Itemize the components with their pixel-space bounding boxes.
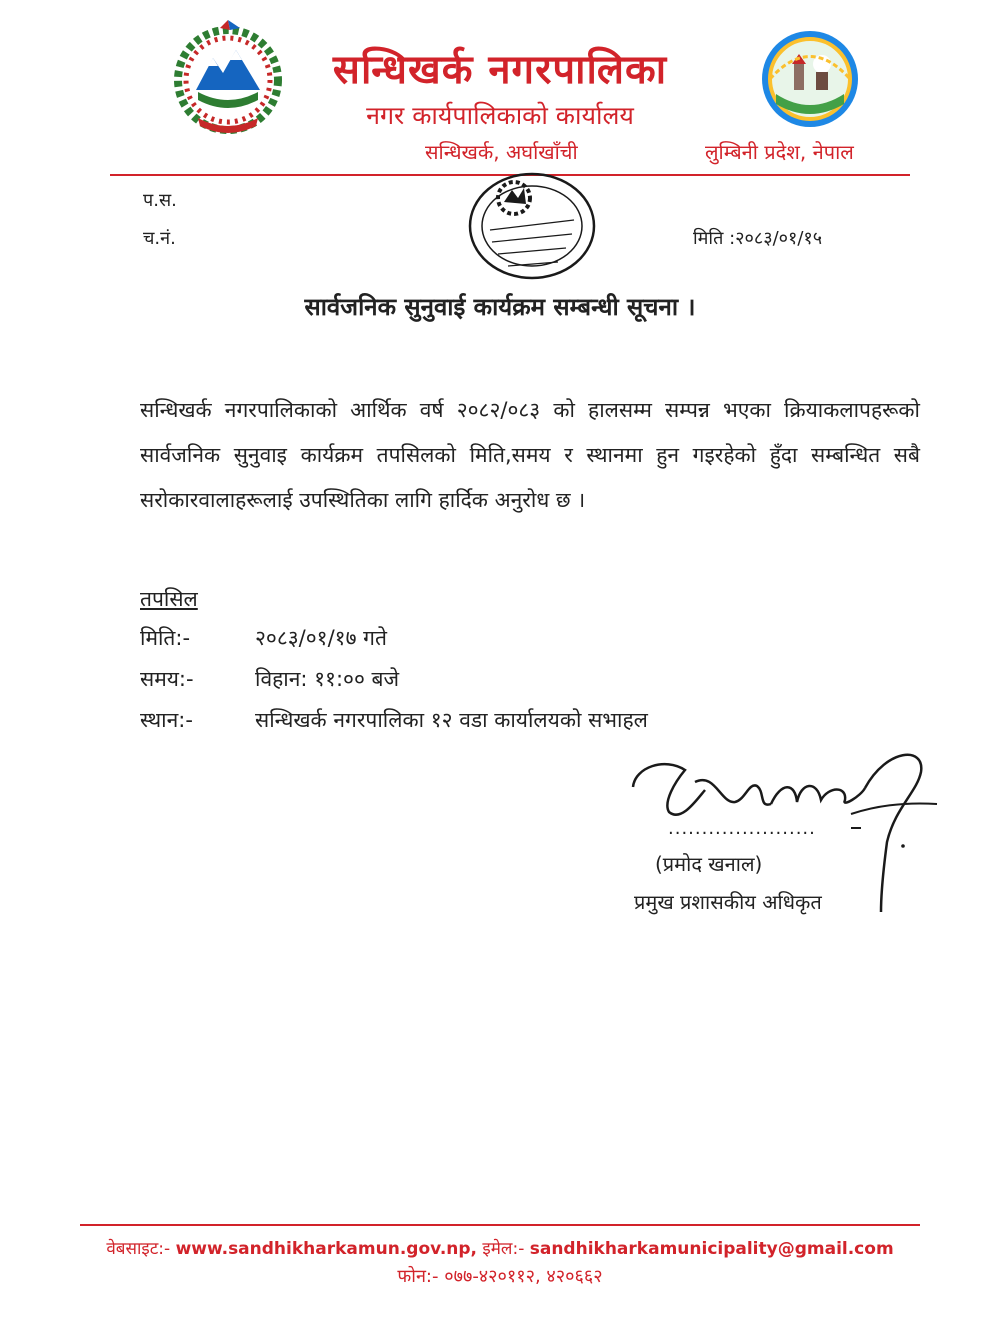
website-label: वेबसाइट:- <box>106 1239 171 1259</box>
phone-label: फोन:- <box>397 1266 439 1287</box>
address-district: सन्धिखर्क, अर्घाखाँची <box>425 140 578 164</box>
footer-phone-line <box>0 1264 1000 1288</box>
email-link[interactable]: sandhikharkamunicipality@gmail.com <box>529 1239 894 1259</box>
signatory-name: (प्रमोद खनाल) <box>655 852 763 876</box>
venue-value: सन्धिखर्क नगरपालिका १२ वडा कार्यालयको सभाहल <box>255 708 648 732</box>
website-link[interactable]: www.sandhikharkamun.gov.np, <box>175 1239 478 1259</box>
email-label: इमेल:- <box>482 1239 525 1259</box>
letter-date: मिति :२०८३/०१/१५ <box>693 228 823 249</box>
address-province: लुम्बिनी प्रदेश, नेपाल <box>705 140 854 164</box>
chalani-number-label: च.नं. <box>143 228 176 249</box>
footer-contact-line <box>0 1236 1000 1259</box>
venue-label: स्थान:- <box>140 708 193 732</box>
date-label: मिति:- <box>140 626 191 650</box>
municipality-title: सन्धिखर्क नगरपालिका <box>332 47 668 93</box>
office-stamp-icon <box>462 168 602 288</box>
patra-sankhya-label: प.स. <box>143 190 177 211</box>
office-subtitle: नगर कार्यपालिकाको कार्यालय <box>366 101 634 130</box>
date-value: २०८३/०१/१७ गते <box>255 626 387 650</box>
notice-body: सन्धिखर्क नगरपालिकाको आर्थिक वर्ष २०८२/०८३ को हालसम्म सम्पन्न भएका क्रियाकलापहरूको सार्वजनिक सुनुवाइ कार्यक्रम तपसिलको मिति,समय र स्थानमा हुन गइरहेको हुँदा सम्बन्धित सबै सरोकारवालाहरूलाई उपस्थितिका लागि हार्दिक अनुरोध छ । <box>140 398 920 512</box>
notice-subject: सार्वजनिक सुनुवाई कार्यक्रम सम्बन्धी सूचना । <box>304 293 696 321</box>
time-value: विहान: ११:०० बजे <box>255 667 400 691</box>
signature-line: ...................... <box>668 818 816 839</box>
details-heading: तपसिल <box>140 587 198 611</box>
phone-numbers: ०७७-४२०११२, ४२०६६२ <box>444 1266 603 1287</box>
footer-divider <box>80 1224 920 1226</box>
time-label: समय:- <box>140 667 194 691</box>
signatory-title: प्रमुख प्रशासकीय अधिकृत <box>634 890 822 914</box>
